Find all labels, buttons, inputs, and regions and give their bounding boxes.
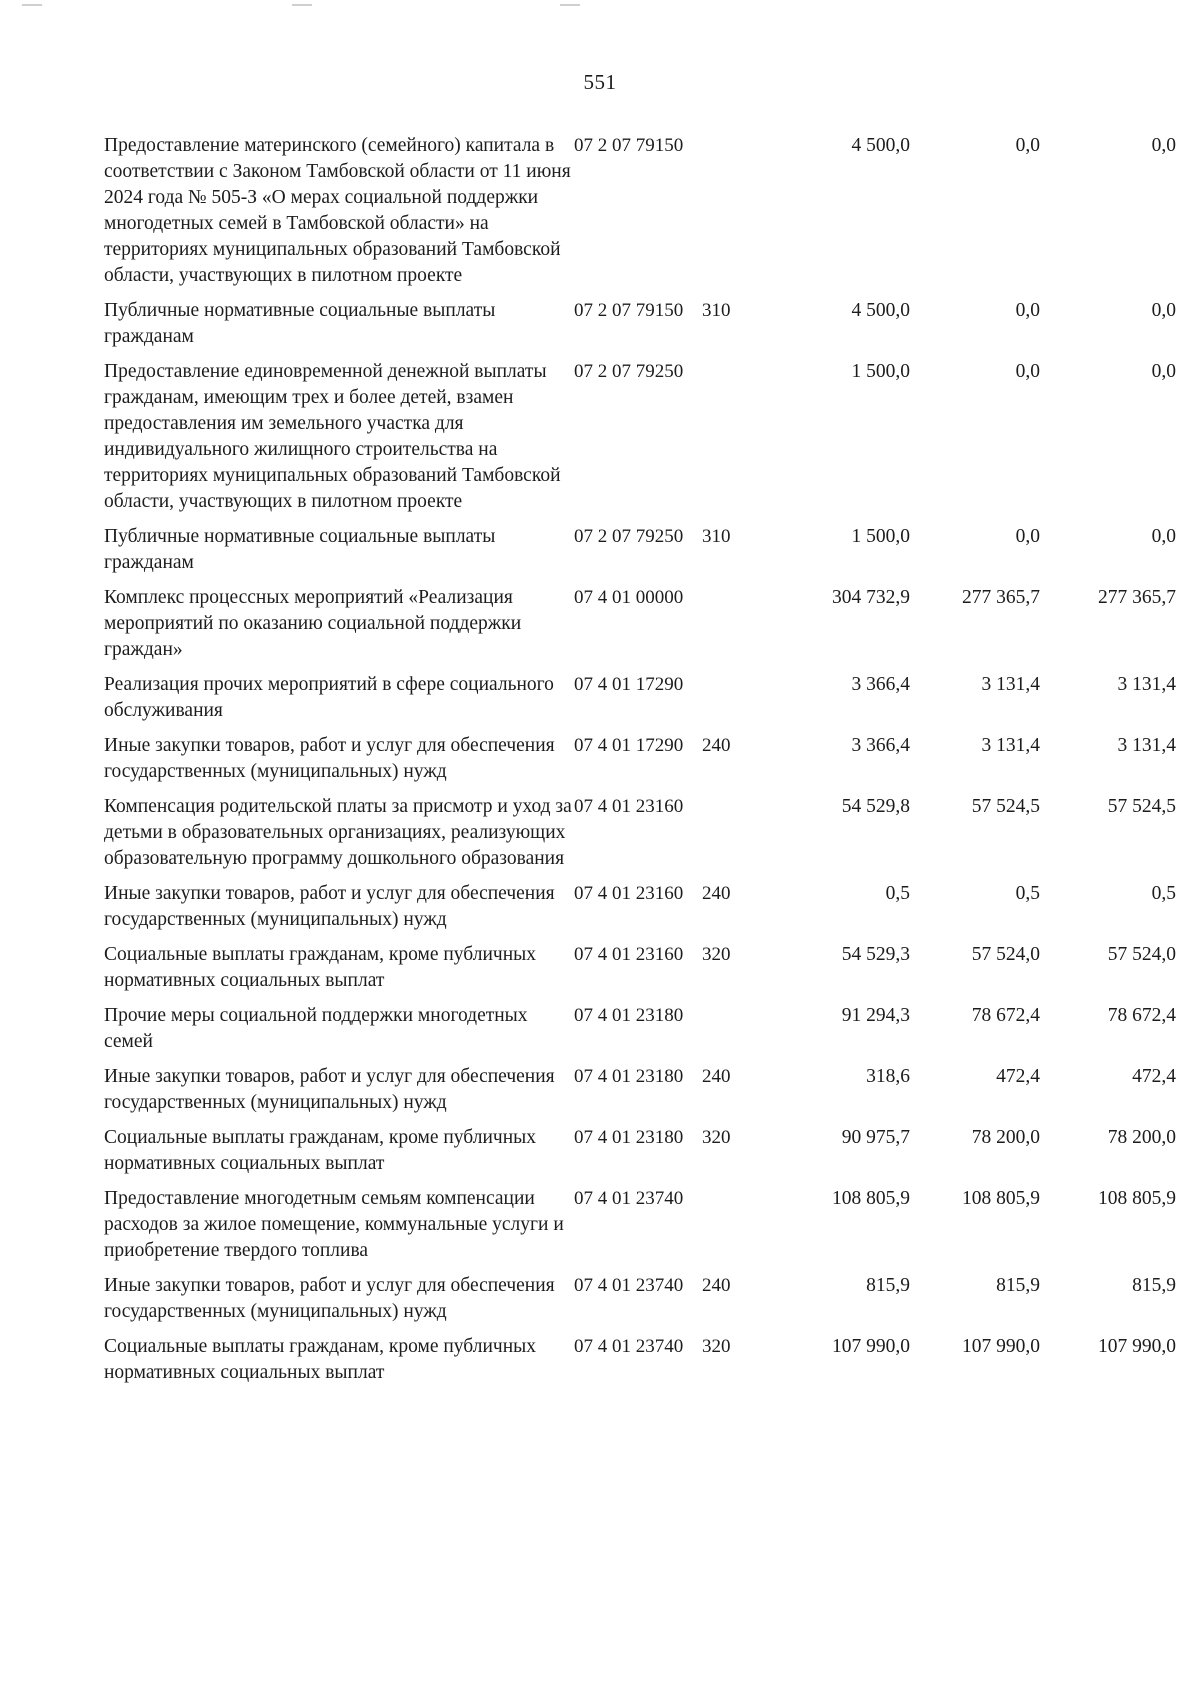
row-sum-2: 0,5 xyxy=(1015,883,1040,904)
table-row xyxy=(104,794,1176,881)
row-code: 07 4 01 23740 xyxy=(574,1336,684,1357)
row-code: 07 4 01 23740 xyxy=(574,1188,684,1209)
row-sum-2: 78 672,4 xyxy=(971,1005,1040,1026)
row-name: Компенсация родительской платы за присмотр и уход за детьми в образовательных организациях, реализующих образовательную программу дошкольного образования xyxy=(104,796,572,869)
row-sum-3: 78 200,0 xyxy=(1107,1127,1176,1148)
row-sum-1: 54 529,8 xyxy=(841,796,910,817)
row-sum-3: 108 805,9 xyxy=(1098,1188,1176,1209)
row-expense-type: 240 xyxy=(702,1066,731,1087)
scan-artifact xyxy=(292,4,312,6)
table-row xyxy=(104,1273,1176,1334)
row-sum-1: 91 294,3 xyxy=(841,1005,910,1026)
row-expense-type: 310 xyxy=(702,300,731,321)
row-sum-2: 3 131,4 xyxy=(981,735,1040,756)
row-sum-2: 108 805,9 xyxy=(962,1188,1040,1209)
row-name: Социальные выплаты гражданам, кроме публичных нормативных социальных выплат xyxy=(104,1127,536,1174)
row-expense-type: 320 xyxy=(702,944,731,965)
row-sum-2: 107 990,0 xyxy=(962,1336,1040,1357)
row-sum-3: 3 131,4 xyxy=(1117,674,1176,695)
row-sum-2: 277 365,7 xyxy=(962,587,1040,608)
row-name: Предоставление многодетным семьям компенсации расходов за жилое помещение, коммунальные услуги и приобретение твердого топлива xyxy=(104,1188,564,1261)
row-expense-type xyxy=(702,672,750,733)
row-code: 07 4 01 23740 xyxy=(574,1275,684,1296)
row-expense-type: 240 xyxy=(702,735,731,756)
scan-artifact xyxy=(560,4,580,6)
row-code: 07 4 01 17290 xyxy=(574,735,684,756)
page-number: 551 xyxy=(583,70,617,94)
table-row xyxy=(104,672,1176,733)
row-sum-2: 0,0 xyxy=(1015,361,1040,382)
row-sum-1: 3 366,4 xyxy=(851,735,910,756)
row-name: Реализация прочих мероприятий в сфере социального обслуживания xyxy=(104,674,554,721)
row-sum-3: 57 524,5 xyxy=(1107,796,1176,817)
table-row xyxy=(104,1064,1176,1125)
row-sum-3: 815,9 xyxy=(1132,1275,1176,1296)
row-sum-1: 815,9 xyxy=(866,1275,910,1296)
table-row xyxy=(104,585,1176,672)
row-sum-1: 3 366,4 xyxy=(851,674,910,695)
row-expense-type xyxy=(702,1003,750,1064)
row-sum-3: 0,0 xyxy=(1151,300,1176,321)
row-code: 07 4 01 23160 xyxy=(574,796,684,817)
row-code: 07 2 07 79250 xyxy=(574,526,684,547)
table-row xyxy=(104,1186,1176,1273)
row-code: 07 2 07 79150 xyxy=(574,300,684,321)
row-name: Прочие меры социальной поддержки многодетных семей xyxy=(104,1005,528,1052)
row-name: Предоставление материнского (семейного) капитала в соответствии с Законом Тамбовской области от 11 июня 2024 года № 505-З «О мерах социальной поддержки многодетных семей в Тамбовской области» на территориях муниципальных образований Тамбовской области, участвующих в пилотном проекте xyxy=(104,135,571,286)
scan-artifact xyxy=(22,4,42,6)
row-code: 07 4 01 17290 xyxy=(574,674,684,695)
table-row xyxy=(104,133,1176,298)
row-sum-1: 54 529,3 xyxy=(841,944,910,965)
table-row xyxy=(104,524,1176,585)
row-sum-3: 0,5 xyxy=(1151,883,1176,904)
row-expense-type xyxy=(702,585,750,672)
row-sum-3: 78 672,4 xyxy=(1107,1005,1176,1026)
row-expense-type xyxy=(702,359,750,524)
row-expense-type xyxy=(702,133,750,298)
row-name: Социальные выплаты гражданам, кроме публичных нормативных социальных выплат xyxy=(104,944,536,991)
row-name: Иные закупки товаров, работ и услуг для обеспечения государственных (муниципальных) нужд xyxy=(104,883,555,930)
row-sum-1: 107 990,0 xyxy=(832,1336,910,1357)
table-row xyxy=(104,733,1176,794)
row-expense-type: 240 xyxy=(702,1275,731,1296)
row-code: 07 4 01 23180 xyxy=(574,1066,684,1087)
row-sum-2: 0,0 xyxy=(1015,135,1040,156)
row-expense-type: 320 xyxy=(702,1336,731,1357)
row-sum-2: 815,9 xyxy=(996,1275,1040,1296)
table-row xyxy=(104,881,1176,942)
row-code: 07 2 07 79150 xyxy=(574,135,684,156)
row-sum-3: 0,0 xyxy=(1151,361,1176,382)
row-sum-3: 0,0 xyxy=(1151,526,1176,547)
row-code: 07 4 01 23160 xyxy=(574,883,684,904)
row-code: 07 4 01 23180 xyxy=(574,1127,684,1148)
row-sum-3: 277 365,7 xyxy=(1098,587,1176,608)
row-sum-1: 108 805,9 xyxy=(832,1188,910,1209)
row-sum-1: 1 500,0 xyxy=(851,361,910,382)
row-sum-1: 4 500,0 xyxy=(851,300,910,321)
row-code: 07 4 01 23180 xyxy=(574,1005,684,1026)
row-name: Иные закупки товаров, работ и услуг для обеспечения государственных (муниципальных) нужд xyxy=(104,1275,555,1322)
row-sum-2: 78 200,0 xyxy=(971,1127,1040,1148)
row-sum-3: 3 131,4 xyxy=(1117,735,1176,756)
row-sum-3: 0,0 xyxy=(1151,135,1176,156)
row-sum-1: 1 500,0 xyxy=(851,526,910,547)
row-sum-2: 57 524,0 xyxy=(971,944,1040,965)
row-name: Предоставление единовременной денежной выплаты гражданам, имеющим трех и более детей, взамен предоставления им земельного участка для индивидуального жилищного строительства на территориях муниципальных образований Тамбовской области, участвующих в пилотном проекте xyxy=(104,361,561,512)
row-sum-3: 472,4 xyxy=(1132,1066,1176,1087)
table-row xyxy=(104,298,1176,359)
table-row xyxy=(104,1003,1176,1064)
table-row xyxy=(104,942,1176,1003)
row-sum-3: 57 524,0 xyxy=(1107,944,1176,965)
row-sum-1: 304 732,9 xyxy=(832,587,910,608)
row-code: 07 4 01 00000 xyxy=(574,587,684,608)
row-name: Комплекс процессных мероприятий «Реализация мероприятий по оказанию социальной поддержки граждан» xyxy=(104,587,522,660)
row-sum-2: 472,4 xyxy=(996,1066,1040,1087)
row-sum-2: 57 524,5 xyxy=(971,796,1040,817)
row-expense-type: 320 xyxy=(702,1127,731,1148)
row-sum-1: 4 500,0 xyxy=(851,135,910,156)
row-sum-2: 0,0 xyxy=(1015,300,1040,321)
row-sum-2: 0,0 xyxy=(1015,526,1040,547)
row-expense-type xyxy=(702,1186,750,1273)
row-expense-type xyxy=(702,794,750,881)
row-sum-1: 0,5 xyxy=(885,883,910,904)
row-sum-2: 3 131,4 xyxy=(981,674,1040,695)
row-sum-1: 318,6 xyxy=(866,1066,910,1087)
row-name: Иные закупки товаров, работ и услуг для обеспечения государственных (муниципальных) нужд xyxy=(104,735,555,782)
row-expense-type: 240 xyxy=(702,883,731,904)
table-row xyxy=(104,359,1176,524)
table-row xyxy=(104,1334,1176,1395)
row-name: Публичные нормативные социальные выплаты гражданам xyxy=(104,300,496,347)
row-sum-1: 90 975,7 xyxy=(841,1127,910,1148)
row-name: Социальные выплаты гражданам, кроме публичных нормативных социальных выплат xyxy=(104,1336,536,1383)
row-expense-type: 310 xyxy=(702,526,731,547)
row-code: 07 2 07 79250 xyxy=(574,361,684,382)
budget-table xyxy=(104,133,1176,1395)
row-sum-3: 107 990,0 xyxy=(1098,1336,1176,1357)
row-name: Публичные нормативные социальные выплаты гражданам xyxy=(104,526,496,573)
row-name: Иные закупки товаров, работ и услуг для обеспечения государственных (муниципальных) нужд xyxy=(104,1066,555,1113)
table-row xyxy=(104,1125,1176,1186)
row-code: 07 4 01 23160 xyxy=(574,944,684,965)
